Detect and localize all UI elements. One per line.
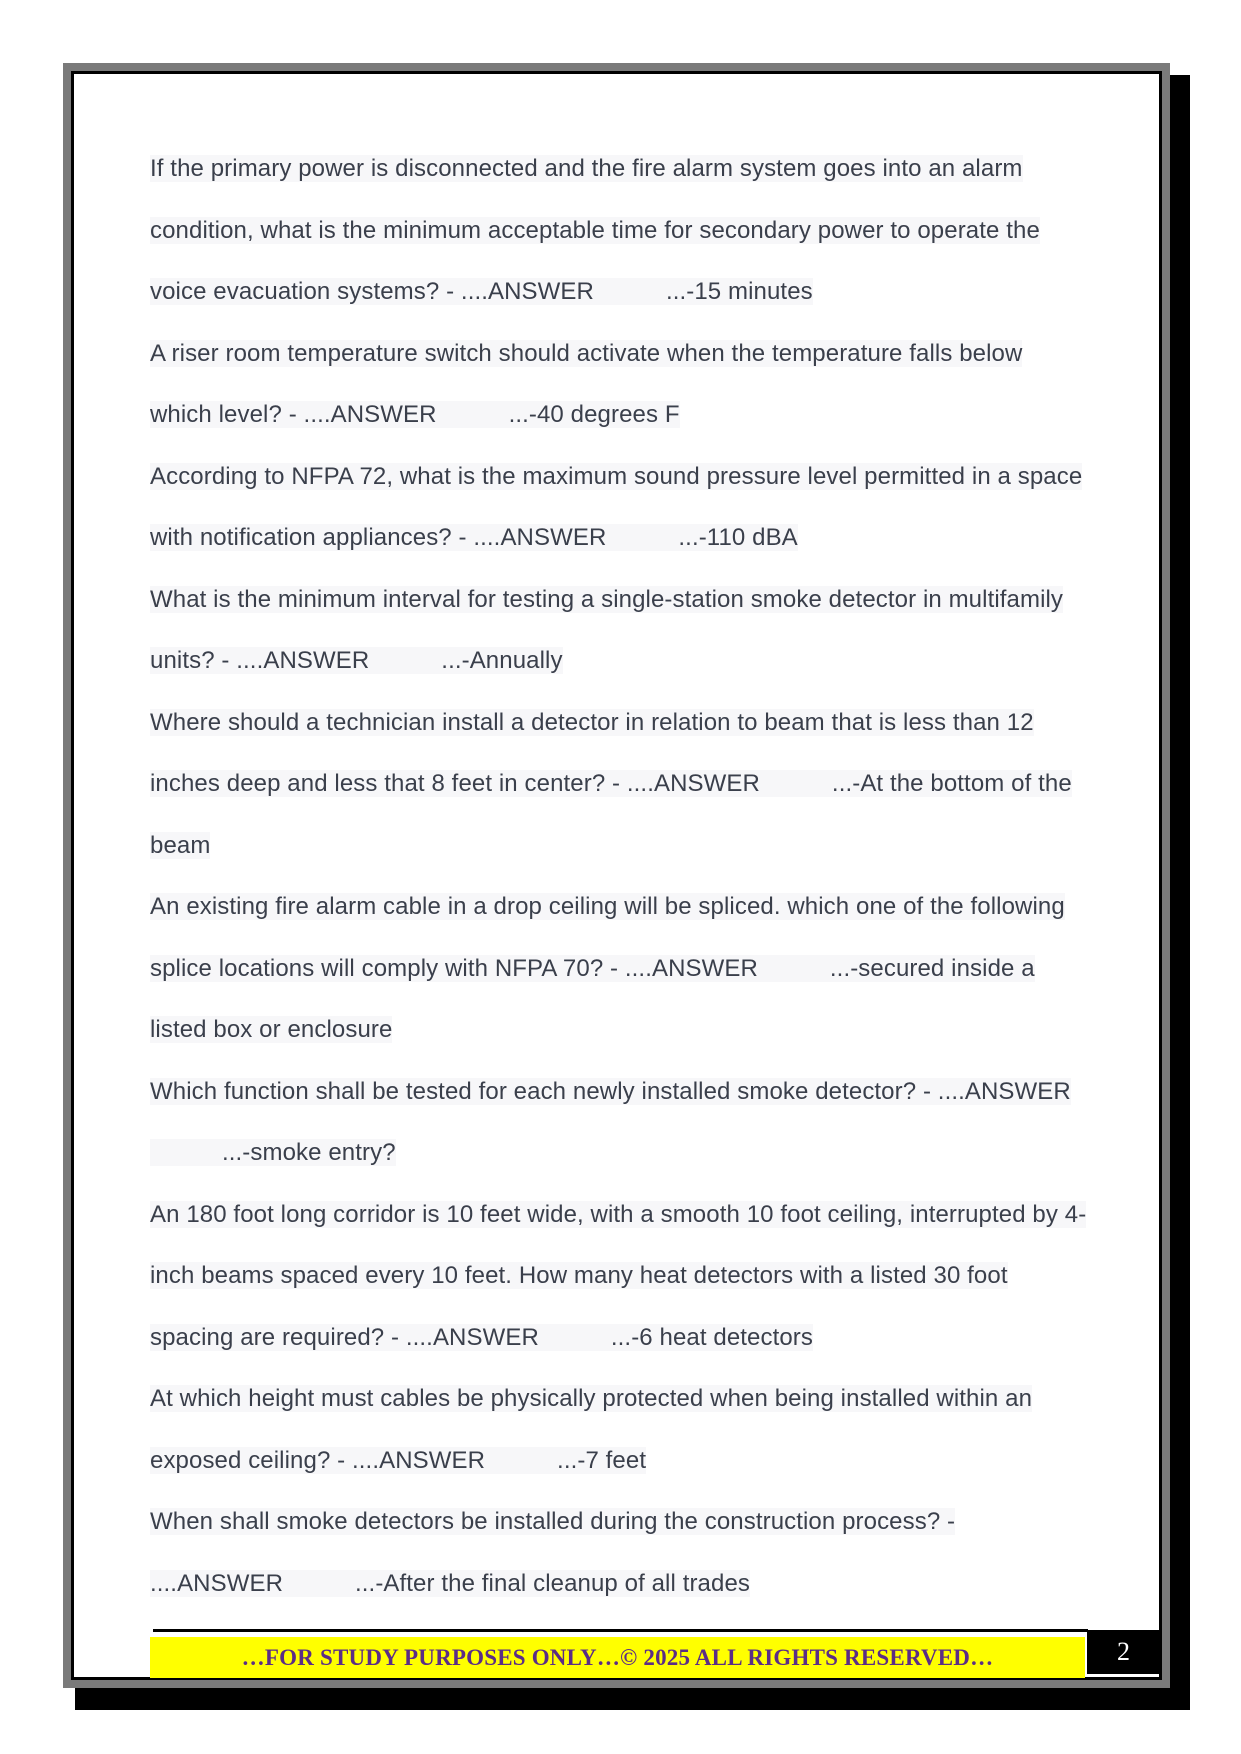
qa-item xyxy=(150,569,1090,692)
page-number-box xyxy=(1087,1630,1160,1674)
answer-text: ...-7 feet xyxy=(557,1446,647,1474)
qa-item xyxy=(150,1491,1090,1614)
answer-text: ...-6 heat detectors xyxy=(610,1323,813,1351)
footer-rule xyxy=(153,1629,1088,1632)
page-number: 2 xyxy=(1117,1637,1130,1666)
footer-text: …FOR STUDY PURPOSES ONLY…© 2025 ALL RIGHTS RESERVED… xyxy=(241,1644,994,1670)
qa-item xyxy=(150,1368,1090,1491)
question-text: An existing fire alarm cable in a drop ceiling will be spliced. which one of the following splice locations will comply with NFPA 70? - ....ANSWER xyxy=(150,893,1065,982)
qa-item xyxy=(150,876,1090,1061)
answer-text: ...-40 degrees F xyxy=(508,401,680,428)
question-text: When shall smoke detectors be installed during the construction process? - ....ANSWER xyxy=(150,1508,956,1597)
answer-text: ...-110 dBA xyxy=(678,524,798,551)
question-text: If the primary power is disconnected and the fire alarm system goes into an alarm condition, what is the minimum acceptable time for secondary power to operate the voice evacuation systems? - ....ANSWER xyxy=(150,155,1040,305)
question-text: Which function shall be tested for each newly installed smoke detector? - ....ANSWER xyxy=(150,1077,1071,1105)
qa-item xyxy=(150,323,1090,446)
footer-banner xyxy=(150,1637,1085,1678)
qa-item xyxy=(150,446,1090,569)
question-text: According to NFPA 72, what is the maximum sound pressure level permitted in a space with notification appliances? - ....ANSWER xyxy=(150,462,1083,551)
answer-text: ...-15 minutes xyxy=(665,278,813,305)
question-text: What is the minimum interval for testing a single-station smoke detector in multifamily units? - ....ANSWER xyxy=(150,585,1064,674)
qa-item xyxy=(150,692,1090,877)
question-text: Where should a technician install a detector in relation to beam that is less than 12 inches deep and less that 8 feet in center? - ....ANSWER xyxy=(150,708,1034,797)
qa-item xyxy=(150,1061,1090,1184)
answer-text: ...-Annually xyxy=(441,647,563,674)
question-text: An 180 foot long corridor is 10 feet wide, with a smooth 10 foot ceiling, interrupted by 4-inch beams spaced every 10 feet. How many heat detectors with a listed 30 foot spacing are required? - ....ANSWER xyxy=(150,1200,1087,1351)
answer-text: ...-smoke entry? xyxy=(222,1139,396,1166)
qa-item xyxy=(150,138,1090,323)
answer-text: ...-After the final cleanup of all trades xyxy=(355,1569,750,1597)
answer-text: ...-At the bottom of the beam xyxy=(150,770,1072,859)
qa-list xyxy=(150,138,1090,1614)
question-text: At which height must cables be physically protected when being installed within an exposed ceiling? - ....ANSWER xyxy=(150,1385,1033,1474)
question-text: A riser room temperature switch should activate when the temperature falls below which level? - ....ANSWER xyxy=(150,339,1023,428)
answer-text: ...-secured inside a listed box or enclosure xyxy=(150,954,1035,1043)
qa-item xyxy=(150,1184,1090,1369)
